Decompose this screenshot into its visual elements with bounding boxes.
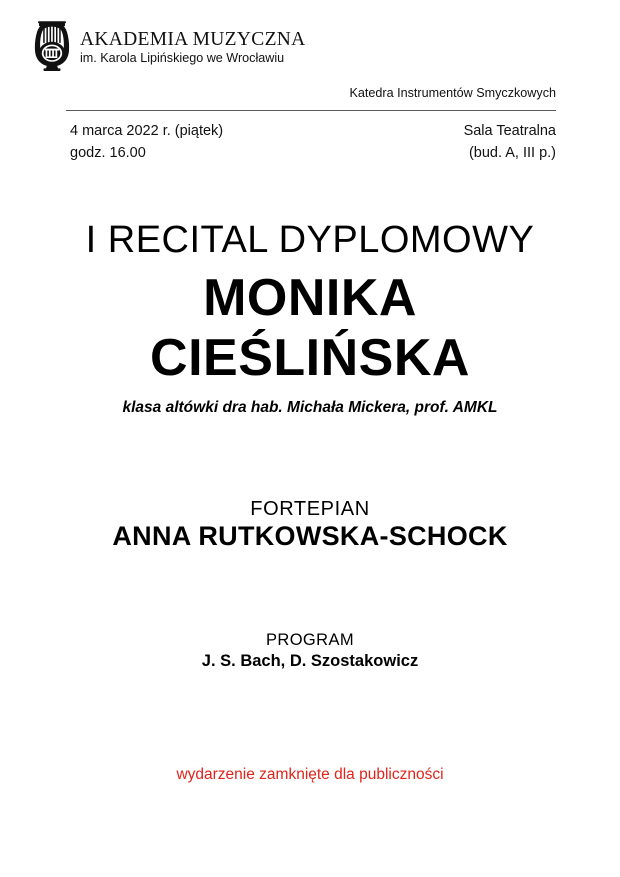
program-heading: PROGRAM bbox=[265, 631, 355, 649]
venue-name: Sala Teatralna bbox=[463, 123, 556, 139]
academy-subtitle: im. Karola Lipińskiego we Wrocławiu bbox=[80, 51, 285, 66]
accompanist-name: ANNA RUTKOWSKA-SCHOCK bbox=[112, 521, 508, 551]
venue-detail: (bud. A, III p.) bbox=[468, 145, 556, 162]
accompanist-role: FORTEPIAN bbox=[250, 498, 370, 520]
letterhead bbox=[33, 20, 306, 72]
lyre-icon bbox=[33, 20, 71, 72]
closed-event-notice: wydarzenie zamknięte dla publiczności bbox=[176, 766, 444, 783]
header-divider bbox=[66, 110, 556, 111]
event-time: godz. 16.00 bbox=[70, 145, 146, 162]
program-composers: J. S. Bach, D. Szostakowicz bbox=[201, 652, 419, 670]
event-date: 4 marca 2022 r. (piątek) bbox=[70, 123, 224, 139]
department-label: Katedra Instrumentów Smyczkowych bbox=[349, 86, 556, 100]
event-meta-row bbox=[70, 120, 556, 165]
artist-last-name: CIEŚLIŃSKA bbox=[150, 329, 470, 387]
recital-title: I RECITAL DYPLOMOWY bbox=[85, 219, 535, 261]
academy-name: AKADEMIA MUZYCZNA bbox=[80, 28, 306, 50]
artist-class-info: klasa altówki dra hab. Michała Mickera, prof. AMKL bbox=[122, 399, 498, 416]
event-datetime bbox=[70, 120, 223, 165]
artist-first-name: MONIKA bbox=[203, 269, 417, 327]
letterhead-text bbox=[80, 27, 306, 66]
event-venue bbox=[464, 120, 556, 165]
